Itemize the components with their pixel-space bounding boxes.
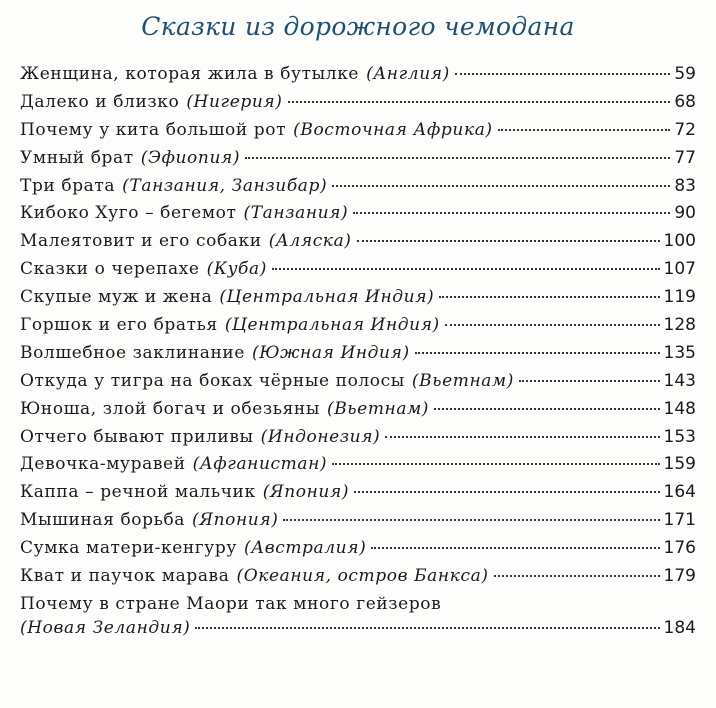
toc-entry-page: 72 xyxy=(674,119,696,140)
toc-entry xyxy=(20,176,696,204)
dot-leader xyxy=(354,491,659,493)
toc-entry-page: 128 xyxy=(663,315,696,336)
toc-entry-title: Каппа – речной мальчик xyxy=(20,482,256,503)
toc-entry-page: 179 xyxy=(663,566,696,587)
toc-entry-country: (Новая Зеландия) xyxy=(20,617,191,638)
toc-entry-country: (Англия) xyxy=(366,64,450,84)
toc-entry-title: Юноша, злой богач и обезьяны xyxy=(20,398,320,419)
toc-entry-page: 153 xyxy=(663,426,696,447)
dot-leader xyxy=(498,129,671,131)
dot-leader xyxy=(385,436,659,438)
toc-entry-page: 135 xyxy=(663,342,696,363)
toc-entry-page: 143 xyxy=(663,370,696,391)
toc-entry-page: 77 xyxy=(674,147,696,168)
toc-entry-title: Откуда у тигра на боках чёрные полосы xyxy=(20,370,405,391)
toc-entry xyxy=(20,231,696,259)
toc-entry-country: (Восточная Африка) xyxy=(293,119,493,140)
dot-leader xyxy=(455,73,671,75)
dot-leader xyxy=(494,575,660,577)
toc-entry-title: Умный брат xyxy=(20,147,134,168)
toc-entry xyxy=(20,427,696,455)
dot-leader xyxy=(445,324,660,326)
toc-entry-country: (Австралия) xyxy=(244,538,367,559)
dot-leader xyxy=(283,519,659,521)
toc-entry xyxy=(20,343,696,371)
toc-entries xyxy=(20,64,696,594)
toc-entry-title: Мышиная борьба xyxy=(20,510,186,531)
dot-leader xyxy=(415,352,660,354)
toc-entry-page: 90 xyxy=(674,203,696,224)
toc-entry-country: (Индонезия) xyxy=(260,426,381,447)
dot-leader xyxy=(245,157,670,159)
toc-entry xyxy=(20,259,696,287)
dot-leader xyxy=(332,185,670,187)
toc-entry-title: Отчего бывают приливы xyxy=(20,426,254,447)
toc-entry-country: (Аляска) xyxy=(268,231,352,252)
toc-entry-page: 159 xyxy=(663,454,696,475)
toc-entry xyxy=(20,92,696,120)
dot-leader xyxy=(332,463,659,465)
toc-entry-title: Девочка-муравей xyxy=(20,454,186,475)
toc-entry xyxy=(20,371,696,399)
toc-entry-page: 184 xyxy=(663,617,696,638)
dot-leader xyxy=(353,212,670,214)
toc-entry-title: Далеко и близко xyxy=(20,91,180,112)
toc-entry xyxy=(20,510,696,538)
toc-entry-country: (Япония) xyxy=(262,482,350,503)
toc-entry xyxy=(20,287,696,315)
toc-entry-title: Малеятовит и его собаки xyxy=(20,231,262,252)
toc-entry xyxy=(20,315,696,343)
toc-entry-page: 100 xyxy=(663,231,696,252)
toc-entry-country: (Центральная Индия) xyxy=(224,315,440,336)
dot-leader xyxy=(519,380,660,382)
dot-leader xyxy=(272,268,660,270)
toc-entry-page: 119 xyxy=(663,287,696,308)
toc-entry xyxy=(20,454,696,482)
toc-entry-country: (Япония) xyxy=(192,510,279,531)
toc-entry-country: (Нигерия) xyxy=(186,91,283,112)
toc-entry xyxy=(20,64,696,92)
toc-entry-country: (Вьетнам) xyxy=(326,398,430,419)
toc-entry-title: Кибоко Хуго – бегемот xyxy=(20,203,237,224)
toc-entry-title: Горшок и его братья xyxy=(20,315,218,336)
toc-entry-country: (Танзания, Занзибар) xyxy=(122,175,328,196)
toc-entry-country: (Океания, остров Банкса) xyxy=(236,566,489,587)
toc-entry-page: 107 xyxy=(663,259,696,280)
toc-entry-page: 59 xyxy=(674,64,696,84)
dot-leader xyxy=(288,101,671,103)
section-heading: Сказки из дорожного чемодана xyxy=(141,12,575,41)
dot-leader xyxy=(434,408,660,410)
dot-leader xyxy=(439,296,659,298)
toc-entry-title: Женщина, которая жила в бутылке xyxy=(20,64,360,84)
toc-entry-country: (Вьетнам) xyxy=(411,370,514,391)
toc-entry-page: 148 xyxy=(663,398,696,419)
dot-leader xyxy=(371,547,659,549)
toc-entry-page: 176 xyxy=(663,538,696,559)
toc-entry-country: (Афганистан) xyxy=(192,454,328,475)
toc-entry-country: (Центральная Индия) xyxy=(219,287,435,308)
toc-entry-country: (Эфиопия) xyxy=(140,147,241,168)
toc-entry-title: Волшебное заклинание xyxy=(20,342,246,363)
toc-entry-last-line-1 xyxy=(20,594,696,618)
toc-entry-country: (Куба) xyxy=(206,259,268,280)
toc-entry-title: Почему в стране Маори так много гейзеров xyxy=(20,593,442,614)
toc-entry-country: (Танзания) xyxy=(243,203,349,224)
table-of-contents xyxy=(20,64,696,646)
toc-entry-title: Почему у кита большой рот xyxy=(20,119,287,140)
toc-entry-title: Скупые муж и жена xyxy=(20,287,213,308)
toc-entry xyxy=(20,566,696,594)
toc-entry xyxy=(20,120,696,148)
toc-entry xyxy=(20,148,696,176)
toc-entry-country: (Южная Индия) xyxy=(252,342,410,363)
dot-leader xyxy=(195,627,659,629)
toc-entry-title: Сказки о черепахе xyxy=(20,259,200,280)
toc-entry-title: Три брата xyxy=(20,175,116,196)
toc-entry xyxy=(20,203,696,231)
toc-entry xyxy=(20,482,696,510)
toc-entry-last-line-2 xyxy=(20,618,696,646)
toc-entry-page: 164 xyxy=(663,482,696,503)
toc-entry-page: 171 xyxy=(663,510,696,531)
dot-leader xyxy=(357,240,660,242)
toc-entry-title: Кват и паучок марава xyxy=(20,566,230,587)
toc-entry xyxy=(20,399,696,427)
toc-entry-page: 68 xyxy=(674,91,696,112)
toc-entry-page: 83 xyxy=(674,175,696,196)
toc-entry xyxy=(20,538,696,566)
toc-entry-title: Сумка матери-кенгуру xyxy=(20,538,237,559)
